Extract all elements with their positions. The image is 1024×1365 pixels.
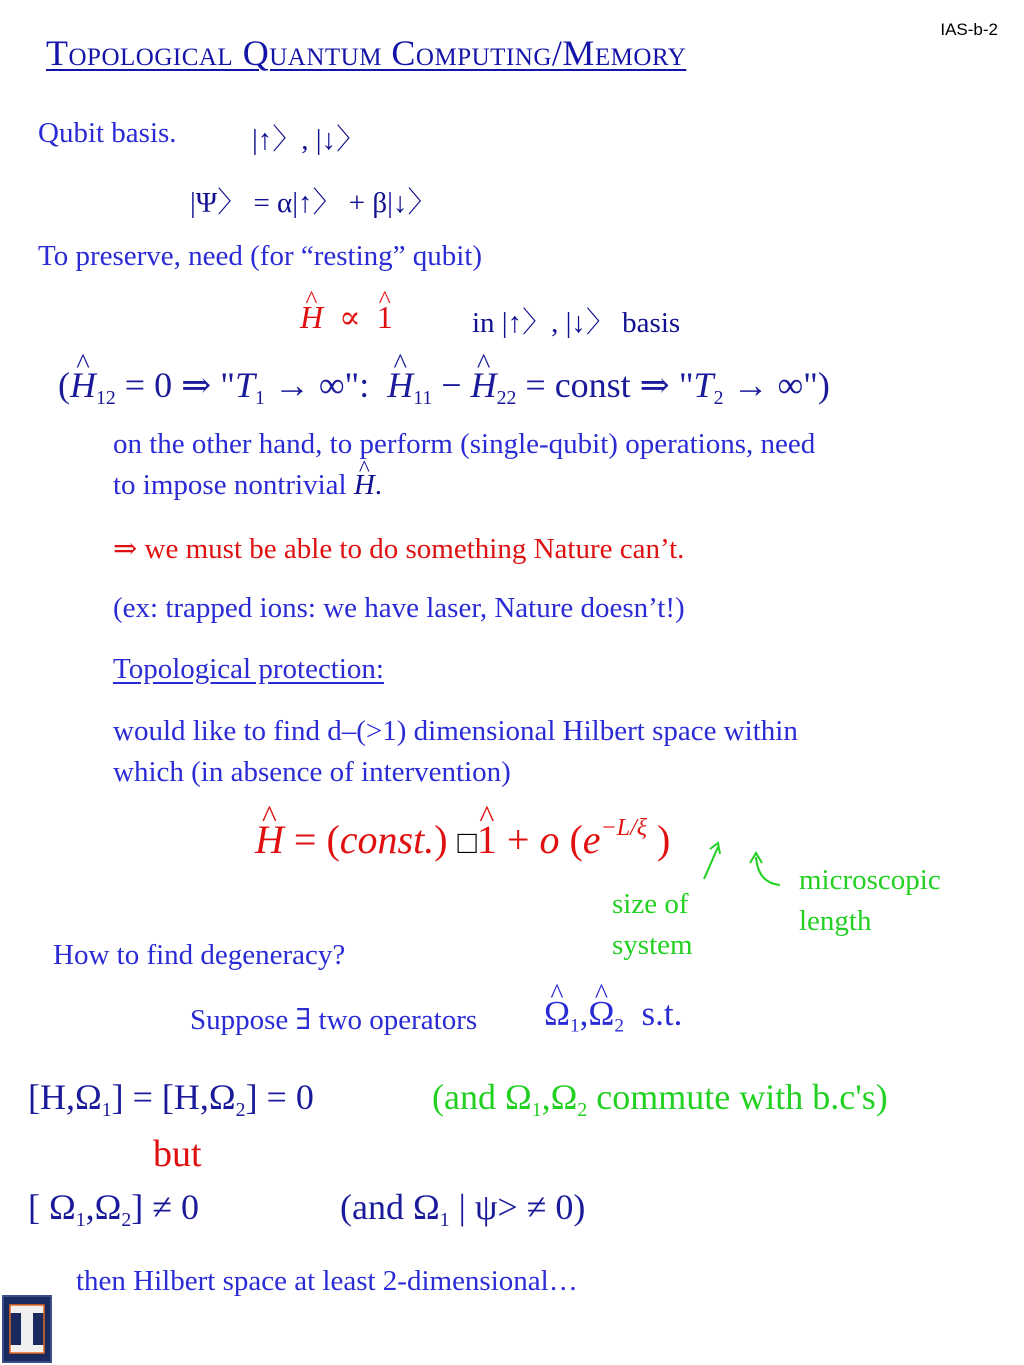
prop-symbol: ∝ [339,299,361,335]
main-eq-open: = ( [293,817,340,862]
t1t2-equation [58,364,830,410]
noncomm-close: ] ≠ 0 [131,1187,200,1227]
comm-rhs: ] = 0 [245,1077,314,1117]
omega2-sub: 2 [614,1015,625,1037]
eq-arrow-inf1: → ∞": [273,365,370,405]
size-arrow [704,847,718,879]
other-hand-h: ^ H [354,469,375,502]
eq-t1: T [234,365,255,405]
noncomm-and-psi: | ψ> ≠ 0) [449,1187,586,1227]
hilbert-line1: would like to find d–(>1) dimensional Hilbert space within [113,715,798,747]
comm-mid: ] = [H,Ω [111,1077,236,1117]
main-one: ^ 1 [477,816,497,863]
eq-t2-sub: 2 [713,386,724,409]
eq-h12: ^ H [70,364,96,406]
commute-sub2: 2 [577,1098,588,1121]
eq-h11: ^ H [387,364,413,406]
commute-sub1: 1 [531,1098,542,1121]
slide-title: Topological Quantum Computing/Memory [46,33,687,73]
other-hand-period: . [374,469,383,501]
preserve-text: To preserve, need (for “resting” qubit) [38,240,483,272]
noncomm-and [340,1186,585,1232]
noncomm-open: [ Ω [28,1187,76,1227]
comm-sub2: 2 [235,1098,246,1121]
main-o: o [539,817,560,862]
ions-text: (ex: trapped ions: we have laser, Nature doesn’t!) [113,592,685,624]
conclusion-text: then Hilbert space at least 2-dimensional… [76,1265,578,1297]
eq-h22-sub: 22 [496,386,517,409]
annotation-micro-line2: length [799,905,872,937]
prop-equation [300,298,393,336]
omega-comma: , [579,994,589,1033]
eq-h22: ^ H [471,364,497,406]
noncomm-equation [28,1186,199,1232]
main-equation [255,815,670,863]
other-hand-line1: on the other hand, to perform (single-qubit) operations, need [113,428,816,460]
annotation-size-line2: system [612,929,693,961]
noncomm-sub1: 1 [75,1208,86,1231]
hilbert-line2: which (in absence of intervention) [113,756,511,788]
eq-arrow-inf2: → ∞") [732,365,830,405]
comm-lhs: [H,Ω [28,1077,102,1117]
noncomm-and-open: (and Ω [340,1187,440,1227]
eq-h11-sub: 11 [413,386,433,409]
noncomm-comma: ,Ω [85,1187,122,1227]
topo-heading: Topological protection: [113,653,384,685]
main-h: ^ H [255,816,284,863]
prop-one: ^ 1 [377,299,393,336]
other-hand-text: to impose nontrivial [113,469,347,501]
commute-bc-text [432,1076,888,1122]
eq-const-implies: = const ⇒ " [525,365,694,405]
eq-t1-sub: 1 [254,386,265,409]
main-paren-open: ( [569,817,583,862]
but-text: but [153,1133,202,1175]
annotation-arrows [690,835,790,895]
annotation-size [612,884,693,966]
main-e: e [582,817,601,862]
commutator-equation [28,1076,314,1122]
omega1-sub: 1 [570,1015,580,1037]
nature-text: ⇒ we must be able to do something Nature can’t. [113,533,685,565]
degeneracy-question: How to find degeneracy? [53,939,346,971]
commute-close: commute with b.c's) [587,1077,888,1117]
noncomm-and-sub: 1 [439,1208,450,1231]
qubit-basis-states: |↑〉, |↓〉 [252,124,366,156]
qubit-basis-label: Qubit basis. [38,117,177,149]
state-equation: |Ψ〉 = α|↑〉 + β|↓〉 [190,187,437,219]
annotation-size-line1: size of [612,888,689,920]
main-plus: + [506,817,530,862]
eq-t2: T [693,365,714,405]
omega1: ^ Ω [544,994,570,1034]
annotation-micro-line1: microscopic [799,864,941,896]
eq-minus: − [441,365,462,405]
main-const: const. [339,817,435,862]
noncomm-sub2: 2 [121,1208,132,1231]
omega-pair [544,994,682,1038]
commute-open: (and Ω [432,1077,532,1117]
micro-arrow [756,857,780,885]
other-hand-line2 [113,469,382,502]
main-exponent: −L/ξ [600,815,648,841]
omega2: ^ Ω [588,994,614,1034]
commute-comma: ,Ω [541,1077,578,1117]
eq-h12-sub: 12 [96,386,116,409]
comm-sub1: 1 [101,1098,112,1121]
main-box: □ [457,824,477,860]
suppose-text: Suppose ∃ two operators [190,1004,478,1036]
university-logo-icon [2,1295,52,1363]
slide-tag: IAS-b-2 [940,20,998,39]
main-close: ) [434,817,448,862]
eq-zero-implies: = 0 ⇒ " [124,365,235,405]
eq-open: ( [58,365,70,405]
annotation-micro [799,860,941,942]
main-paren-close: ) [657,817,671,862]
omega-st: s.t. [641,994,683,1033]
prop-basis-text: in |↑〉, |↓〉 basis [472,307,681,339]
prop-h: ^ H [300,299,323,336]
